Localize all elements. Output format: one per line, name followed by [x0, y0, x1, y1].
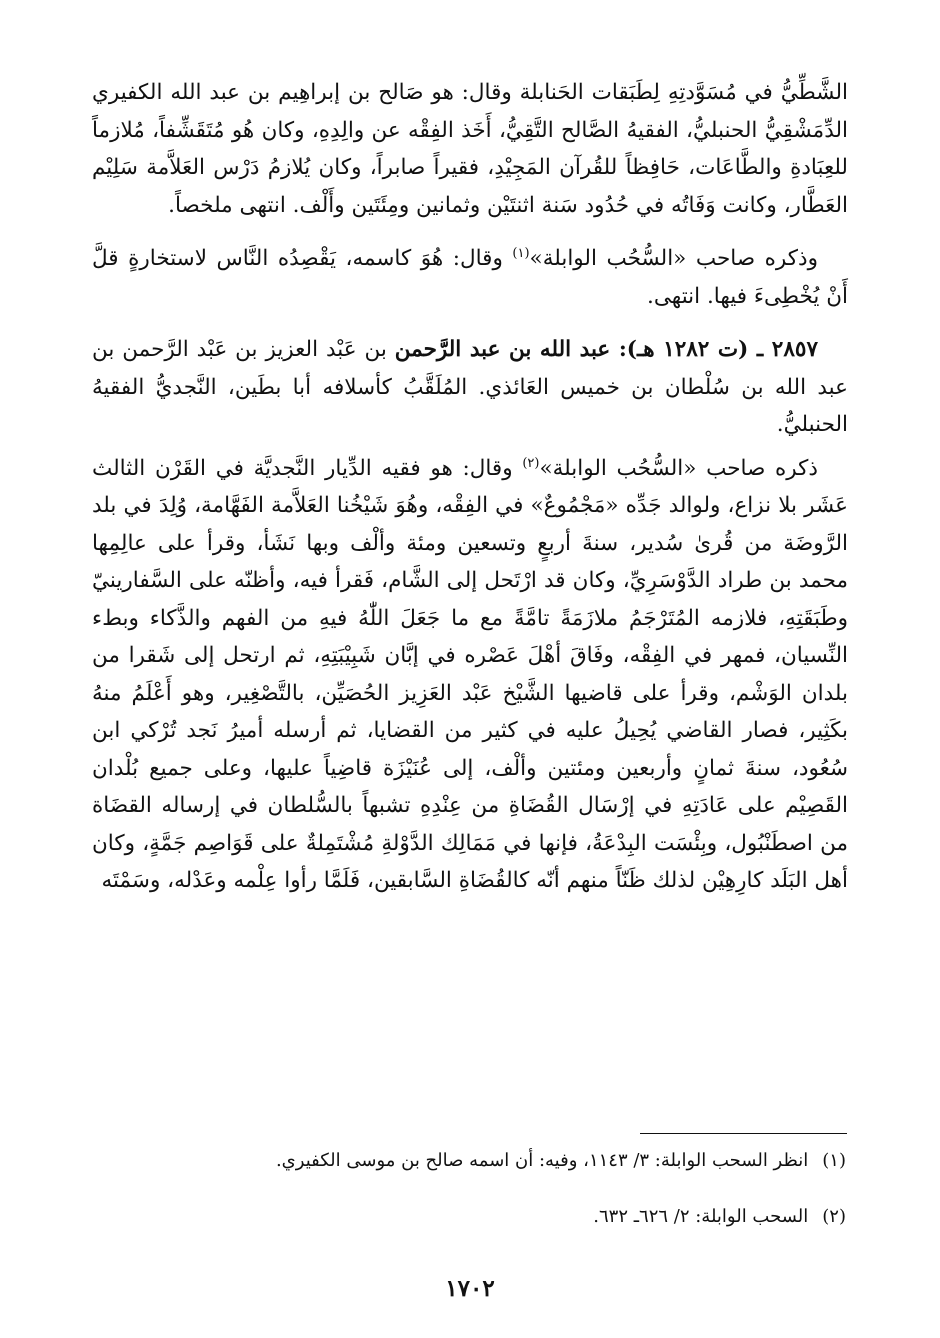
entry-heading: ٢٨٥٧ ـ (ت ١٢٨٢ هـ): عبد الله بن عبد الرَّحمن	[394, 337, 818, 362]
footnote-divider	[640, 1133, 847, 1134]
footnote-number: (١)	[822, 1150, 846, 1171]
paragraph-source-note	[92, 240, 848, 315]
paragraph-text: وقال: هو فقيه الدِّيار النَّجديَّة في القَرْن الثالث عَشَر بلا نزاع، ولوالد جَدِّه «مَجْمُوعٌ» في الفِقْه، وهُوَ شَيْخُنا العَلاَّمة الفَهَّامة، وُلِدَ في بلد الرَّوضَة من قُرىٰ سُدير، سنةَ أربعٍ وتسعين ومئة وألْف وبها نَشَأ، وقرأ على عالِمِها محمد بن طراد الدَّوْسَرِيِّ، وكان قد ارْتَحل إلى الشَّام، فَقرأ فيه، وأظنّه على السَّفارينيّ وطَبَقَتِهِ، فلازمه المُتَرْجَمُ ملازَمَةً تامَّةً مع ما جَعَلَ اللّٰهُ فيهِ من الفهم والذَّكاء وبطء النِّسيان، فمهر في الفِقْه، وفَاقَ أهْلَ عَصْره في إبَّان شَبِيْبَتِهِ، ثم ارتحل إلى شَقرا من بلدان الوَشْم، وقرأ على قاضيها الشَّيْخ عَبْد العَزِيز الحُصَيِّن، بالتَّصْغِير، وهو أَعْلَمُ منهُ بكَثِير، فصار القاضي يُحِيلُ عليه في كثير من القضايا، ثم أرسله أميرُ نَجد تُرْكي ابن سُعُود، سنةَ ثمانٍ وأربعين ومئتين وألْف، إلى عُنَيْزَة قاضِياً عليها، وعلى جميع بُلْدان القَصِيْم على عَادَتِهِ في إرْسَال القُضَاةِ من عِنْدِهِ تشبهاً بالسُّلطان في إرساله القضَاة من اصطَنْبُول، وبِئْسَت البِدْعَةُ، فإنها في مَمَالِك الدَّوْلةِ مُشْتَمِلةٌ على قَوَاصِم جَمَّةٍ، وكان أهل البَلَد كارِهِيْن لذلك ظَنّاً منهم أنّه كالقُضَاةِ السَّابقين، فَلَمَّا رأوا عِلْمه وعَدْله، وسَمْتَه	[92, 455, 848, 893]
page-number: ١٧٠٢	[445, 1275, 495, 1302]
paragraph-text: وقال: هُوَ كاسمه، يَقْصِدُه النَّاس لاستخارةٍ قلَّ أَنْ يُخْطِىءَ فيها. انتهى.	[92, 246, 848, 309]
entry-2857	[92, 331, 848, 444]
paragraph-continuation: الشَّطِّيُّ في مُسَوَّدتِهِ لِطَبَقات الحَنابلة وقال: هو صَالح بن إبراهِيم بن عبد الله الكفيري الدِّمَشْقِيُّ الحنبليُّ، الفقيهُ الصَّالح التَّقِيُّ، أَخَذ الفِقْه عن والِدِهِ، وكان هُو مُتَقَشِّفاً، مُلازماً للعِبَادةِ والطَّاعَات، حَافِظاً للقُرآن المَجِيْدِ، فقيراً صابراً، وكان يُلازمُ دَرْس العَلاَّمة سَلِيْم العَطَّار، وكانت وَفَاتُه في حُدُود سَنة اثنتَيْن وثمانين ومِئَتَين وأَلْف. انتهى ملخصاً.	[92, 80, 848, 218]
footnotes	[100, 1148, 846, 1260]
footnote-2	[100, 1204, 846, 1230]
paragraph-text: ذكره صاحب «السُّحُب الوابلة»	[539, 455, 818, 481]
footnote-number: (٢)	[822, 1206, 846, 1227]
footnote-ref-1[interactable]: (١)	[512, 245, 530, 261]
footnote-text: انظر السحب الوابلة: ٣/ ١١٤٣، وفيه: أن اسمه صالح بن موسى الكفيري.	[275, 1150, 809, 1171]
footnote-1	[100, 1148, 846, 1174]
entry-text: بن عَبْد العزيز بن عَبْد الرَّحمن بن عبد الله بن سُلْطان بن خميس العَائذي. المُلَقَّبُ كأسلافه أبا بطَين، النَّجديُّ الفقيهُ الحنبليُّ.	[92, 337, 848, 437]
footnote-ref-2[interactable]: (٢)	[522, 455, 540, 471]
footnote-text: السحب الوابلة: ٢/ ٦٢٦ـ ٦٣٢.	[593, 1206, 809, 1227]
paragraph-text: وذكره صاحب «السُّحُب الوابلة»	[529, 246, 818, 271]
main-text	[92, 74, 848, 900]
entry-biography	[92, 450, 848, 900]
